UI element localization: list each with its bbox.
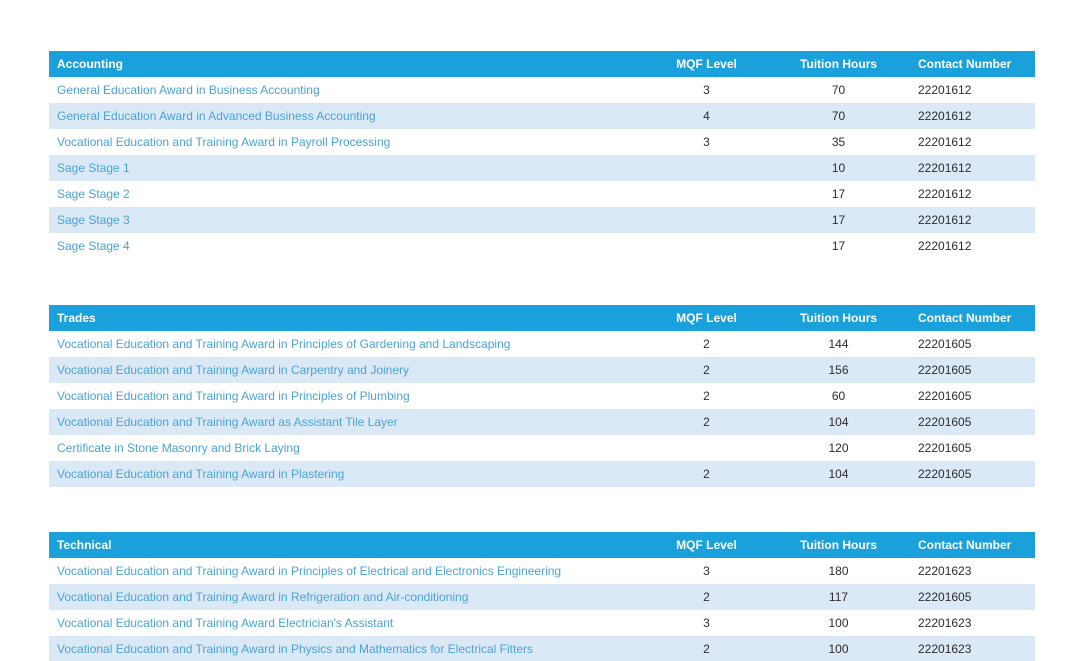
table-header-row: [49, 532, 1035, 558]
course-link[interactable]: Vocational Education and Training Award in Principles of Plumbing: [57, 389, 410, 403]
category-heading: Accounting: [49, 51, 654, 77]
course-link[interactable]: Vocational Education and Training Award in Physics and Mathematics for Electrical Fitters: [49, 636, 654, 661]
table-row: [49, 610, 1035, 636]
contact-number-cell: 22201612: [918, 83, 972, 97]
course-link[interactable]: General Education Award in Business Accounting: [57, 83, 320, 97]
table-row: [49, 155, 1035, 181]
mqf-level-cell: 3: [703, 83, 710, 97]
tuition-hours-cell: 100: [828, 616, 849, 630]
contact-number-cell: 22201612: [918, 239, 972, 253]
table-row: [49, 207, 1035, 233]
mqf-level-heading: MQF Level: [654, 305, 759, 331]
mqf-level-cell: [654, 181, 759, 207]
course-link[interactable]: Vocational Education and Training Award in Principles of Electrical and Electronics Engineering: [57, 564, 562, 578]
tuition-hours-cell: 156: [759, 357, 918, 383]
table-row: [49, 129, 1035, 155]
tuition-hours-cell: 70: [831, 83, 846, 97]
table-row: [49, 558, 1035, 584]
course-link[interactable]: Sage Stage 2: [57, 187, 130, 201]
tuition-hours-cell: 104: [759, 461, 918, 487]
tuition-hours-cell: 35: [831, 135, 846, 149]
contact-number-heading: Contact Number: [918, 532, 1035, 558]
course-link[interactable]: Vocational Education and Training Award in Refrigeration and Air-conditioning: [49, 584, 654, 610]
tuition-hours-heading: Tuition Hours: [759, 532, 918, 558]
table-row: [49, 331, 1035, 357]
course-link[interactable]: Vocational Education and Training Award in Carpentry and Joinery: [49, 357, 654, 383]
tuition-hours-cell: 60: [831, 389, 846, 403]
contact-number-heading: Contact Number: [918, 51, 1035, 77]
contact-number-cell: 22201605: [918, 441, 972, 455]
table-row: [49, 409, 1035, 435]
table-row: [49, 233, 1035, 259]
table-row: [49, 636, 1035, 661]
contact-number-cell: 22201612: [918, 187, 972, 201]
table-row: [49, 181, 1035, 207]
mqf-level-cell: [654, 207, 759, 233]
trades-table: [49, 305, 1035, 487]
mqf-level-heading: MQF Level: [654, 51, 759, 77]
mqf-level-cell: 2: [654, 584, 759, 610]
contact-number-cell: 22201605: [918, 584, 1035, 610]
tuition-hours-cell: 120: [828, 441, 849, 455]
contact-number-cell: 22201605: [918, 389, 972, 403]
table-row: [49, 103, 1035, 129]
mqf-level-cell: 4: [654, 103, 759, 129]
table-row: [49, 383, 1035, 409]
mqf-level-cell: [654, 155, 759, 181]
mqf-level-cell: 3: [703, 135, 710, 149]
contact-number-cell: 22201605: [918, 357, 1035, 383]
table-row: [49, 461, 1035, 487]
technical-table: [49, 532, 1035, 661]
tuition-hours-cell: 17: [831, 187, 846, 201]
course-link[interactable]: Sage Stage 1: [49, 155, 654, 181]
course-link[interactable]: Certificate in Stone Masonry and Brick Laying: [57, 441, 300, 455]
course-link[interactable]: General Education Award in Advanced Business Accounting: [49, 103, 654, 129]
tuition-hours-cell: 17: [831, 239, 846, 253]
tuition-hours-cell: 70: [759, 103, 918, 129]
tuition-hours-cell: 144: [828, 337, 849, 351]
course-link[interactable]: Vocational Education and Training Award Electrician's Assistant: [57, 616, 394, 630]
contact-number-cell: 22201623: [918, 616, 972, 630]
mqf-level-cell: 2: [703, 337, 710, 351]
tuition-hours-cell: 180: [828, 564, 849, 578]
mqf-level-cell: 2: [654, 461, 759, 487]
mqf-level-cell: 2: [703, 389, 710, 403]
tuition-hours-cell: 17: [759, 207, 918, 233]
contact-number-cell: 22201612: [918, 207, 1035, 233]
course-link[interactable]: Vocational Education and Training Award in Plastering: [49, 461, 654, 487]
tuition-hours-heading: Tuition Hours: [759, 51, 918, 77]
contact-number-cell: 22201605: [918, 409, 1035, 435]
course-link[interactable]: Sage Stage 4: [57, 239, 130, 253]
mqf-level-cell: 3: [703, 616, 710, 630]
tuition-hours-cell: 117: [759, 584, 918, 610]
mqf-level-heading: MQF Level: [654, 532, 759, 558]
course-link[interactable]: Vocational Education and Training Award in Principles of Gardening and Landscaping: [57, 337, 511, 351]
contact-number-cell: 22201623: [918, 636, 1035, 661]
contact-number-cell: 22201605: [918, 337, 972, 351]
contact-number-cell: 22201612: [918, 103, 1035, 129]
mqf-level-cell: [654, 435, 759, 461]
category-heading: Technical: [49, 532, 654, 558]
contact-number-cell: 22201612: [918, 135, 972, 149]
tuition-hours-cell: 100: [759, 636, 918, 661]
category-heading: Trades: [49, 305, 654, 331]
tuition-hours-heading: Tuition Hours: [759, 305, 918, 331]
table-header-row: [49, 51, 1035, 77]
table-row: [49, 77, 1035, 103]
table-row: [49, 584, 1035, 610]
course-link[interactable]: Vocational Education and Training Award in Payroll Processing: [57, 135, 391, 149]
tuition-hours-cell: 104: [759, 409, 918, 435]
accounting-table: [49, 51, 1035, 259]
mqf-level-cell: 2: [654, 357, 759, 383]
tuition-hours-cell: 10: [759, 155, 918, 181]
contact-number-heading: Contact Number: [918, 305, 1035, 331]
course-link[interactable]: Vocational Education and Training Award as Assistant Tile Layer: [49, 409, 654, 435]
contact-number-cell: 22201623: [918, 564, 972, 578]
contact-number-cell: 22201605: [918, 461, 1035, 487]
mqf-level-cell: 2: [654, 636, 759, 661]
course-link[interactable]: Sage Stage 3: [49, 207, 654, 233]
table-header-row: [49, 305, 1035, 331]
table-row: [49, 357, 1035, 383]
mqf-level-cell: 3: [703, 564, 710, 578]
mqf-level-cell: [654, 233, 759, 259]
contact-number-cell: 22201612: [918, 155, 1035, 181]
table-row: [49, 435, 1035, 461]
mqf-level-cell: 2: [654, 409, 759, 435]
